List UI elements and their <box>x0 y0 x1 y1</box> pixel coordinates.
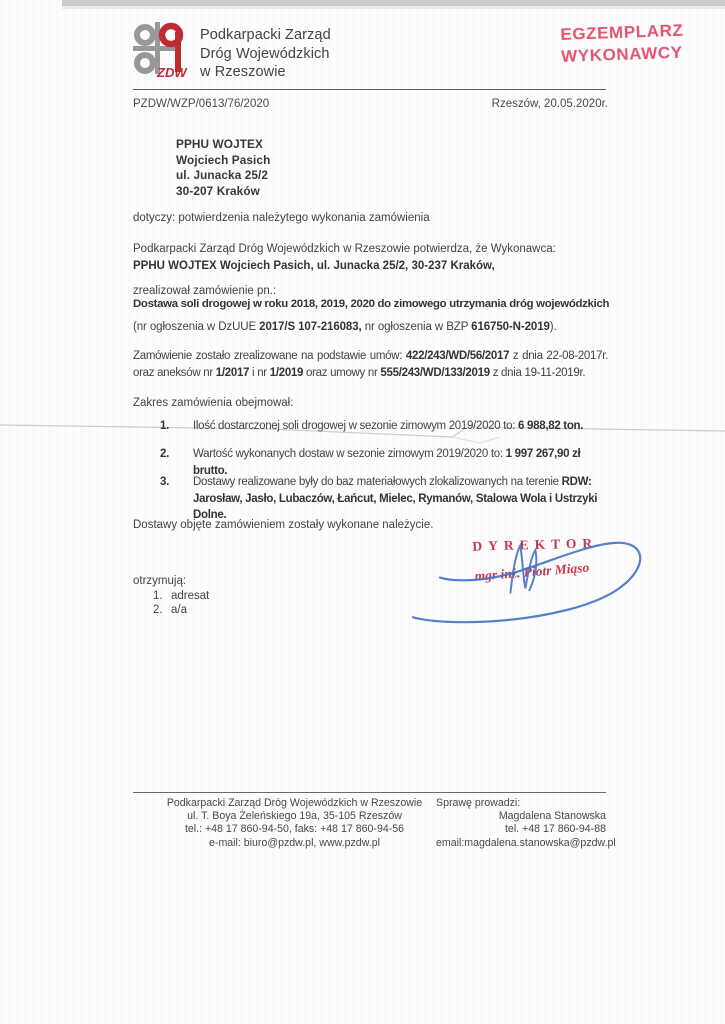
contract-number-1: 422/243/WD/56/2017 <box>405 350 510 362</box>
scan-edge-band <box>62 0 725 6</box>
scope-item-3-number: 3. <box>160 476 169 488</box>
scope-heading: Zakres zamówienia obejmował: <box>133 397 294 409</box>
contracts-seg-9: z dnia 19-11-2019r. <box>489 366 586 379</box>
scope-item-3-value: RDW: Jarosław, Jasło, Lubaczów, Łańcut, Mielec, Rymanów, Stalowa Wola i Ustrzyki Dolne. <box>193 476 598 521</box>
reference-row <box>133 98 608 110</box>
distribution-item-2-text: a/a <box>171 604 187 616</box>
scope-item-2-value: 1 997 267,90 zł brutto. <box>193 448 581 477</box>
scope-item-1-number: 1. <box>160 420 169 432</box>
addressee-company: PPHU WOJTEX <box>176 137 263 151</box>
footer-divider <box>133 792 606 793</box>
scope-item-1-text: Ilość dostarczonej soli drogowej w sezonie zimowym 2019/2020 to: <box>193 420 519 432</box>
scope-item-2-text: Wartość wykonanych dostaw w sezonie zimowym 2019/2020 to: <box>193 448 506 460</box>
realized-intro: zrealizował zamówienie pn.: <box>133 285 277 297</box>
scan-crease-mark <box>452 437 500 443</box>
confirmation-paragraph <box>133 241 608 274</box>
scope-item-1 <box>160 418 610 435</box>
footer-contact-block <box>436 797 616 850</box>
scope-item-2-number: 2. <box>160 448 169 460</box>
annex-number-1: 1/2017 <box>215 366 250 379</box>
director-title-stamp: DYREKTOR <box>472 535 599 554</box>
contracts-seg-7: oraz umowy nr <box>303 366 381 379</box>
signature-block <box>417 524 659 625</box>
distribution-item-1-text: adresat <box>171 589 210 602</box>
annex-number-2: 1/2019 <box>269 366 304 379</box>
scope-item-1-value: 6 988,82 ton. <box>518 420 584 432</box>
logo-zdw-text: ZDW <box>157 65 187 80</box>
contractor-details: PPHU WOJTEX Wojciech Pasich, ul. Junacka 25/2, 30-237 Kraków, <box>133 259 495 272</box>
place-and-date: Rzeszów, 20.05.2020r. <box>491 98 608 110</box>
director-name-stamp: mgr inż. Piotr Miąso <box>474 559 590 584</box>
contracts-seg-3: z dnia 22-08-2017r. oraz aneksów nr <box>133 350 609 379</box>
footer-org-name: Podkarpacki Zarząd Dróg Wojewódzkich w Rzeszowie <box>166 797 423 809</box>
distribution-item-1 <box>133 589 209 604</box>
contractor-copy-stamp <box>560 19 711 68</box>
scope-item-3-text: Dostawy realizowane były do baz materiałowych zlokalizowanych na terenie <box>193 476 562 488</box>
footer-org-block <box>152 797 437 850</box>
scan-edge-band-soft <box>62 6 725 9</box>
header-divider <box>133 89 606 90</box>
org-name-line-1: Podkarpacki Zarząd <box>200 27 331 43</box>
addressee-person: Wojciech Pasich <box>176 152 271 167</box>
org-name-line-2: Dróg Wojewódzkich <box>200 45 330 62</box>
contract-number-2: 555/243/WD/133/2019 <box>380 366 490 379</box>
notice-seg-5: ). <box>549 321 557 333</box>
pzdw-logo <box>131 20 191 82</box>
footer-contact-phone: tel. +48 17 860-94-88 <box>504 823 606 836</box>
contracts-paragraph <box>133 348 608 381</box>
distribution-item-1-number: 1. <box>153 589 163 602</box>
logo-red-monogram <box>156 26 188 80</box>
distribution-item-2-number: 2. <box>153 604 163 616</box>
stamp-line-2: WYKONAWCY <box>560 42 683 66</box>
notice-dzuue-number: 2017/S 107-216083, <box>259 321 362 333</box>
addressee-city: 30-207 Kraków <box>176 183 260 198</box>
closing-sentence: Dostawy objęte zamówieniem zostały wykonane należycie. <box>133 519 434 531</box>
addressee-block <box>176 137 270 199</box>
order-title: Dostawa soli drogowej w roku 2018, 2019, 2020 do zimowego utrzymania dróg wojewódzkich <box>133 298 610 310</box>
distribution-item-2 <box>133 603 209 618</box>
distribution-heading: otrzymują: <box>133 575 187 587</box>
confirmation-intro: Podkarpacki Zarząd Dróg Wojewódzkich w Rzeszowie potwierdza, że Wykonawca: <box>133 243 556 255</box>
footer-contact-heading: Sprawę prowadzi: <box>436 797 521 809</box>
footer-contact-email: email:magdalena.stanowska@pzdw.pl <box>436 836 616 849</box>
subject-line: dotyczy: potwierdzenia należytego wykonania zamówienia <box>133 212 430 224</box>
footer-org-phone: tel.: +48 17 860-94-50, faks: +48 17 860-94-56 <box>184 823 405 836</box>
distribution-list <box>133 574 209 618</box>
footer-contact-name: Magdalena Stanowska <box>498 810 606 823</box>
notice-seg-3: nr ogłoszenia w BZP <box>361 321 472 333</box>
contracts-seg-1: Zamówienie zostało zrealizowane na podstawie umów: <box>133 350 406 362</box>
notice-seg-1: (nr ogłoszenia w DzUUE <box>133 321 260 333</box>
notice-numbers <box>133 319 613 336</box>
footer-org-address: ul. T. Boya Żeleńskiego 19a, 35-105 Rzeszów <box>187 810 402 823</box>
notice-bzp-number: 616750-N-2019 <box>471 321 550 333</box>
org-name <box>200 26 331 82</box>
stamp-line-1: EGZEMPLARZ <box>560 20 684 44</box>
footer-org-email: e-mail: biuro@pzdw.pl, www.pzdw.pl <box>209 836 380 849</box>
org-name-line-3: w Rzeszowie <box>200 64 286 80</box>
reference-number: PZDW/WZP/0613/76/2020 <box>133 98 270 110</box>
contracts-seg-5: i nr <box>249 366 270 379</box>
addressee-street: ul. Junacka 25/2 <box>176 168 269 182</box>
